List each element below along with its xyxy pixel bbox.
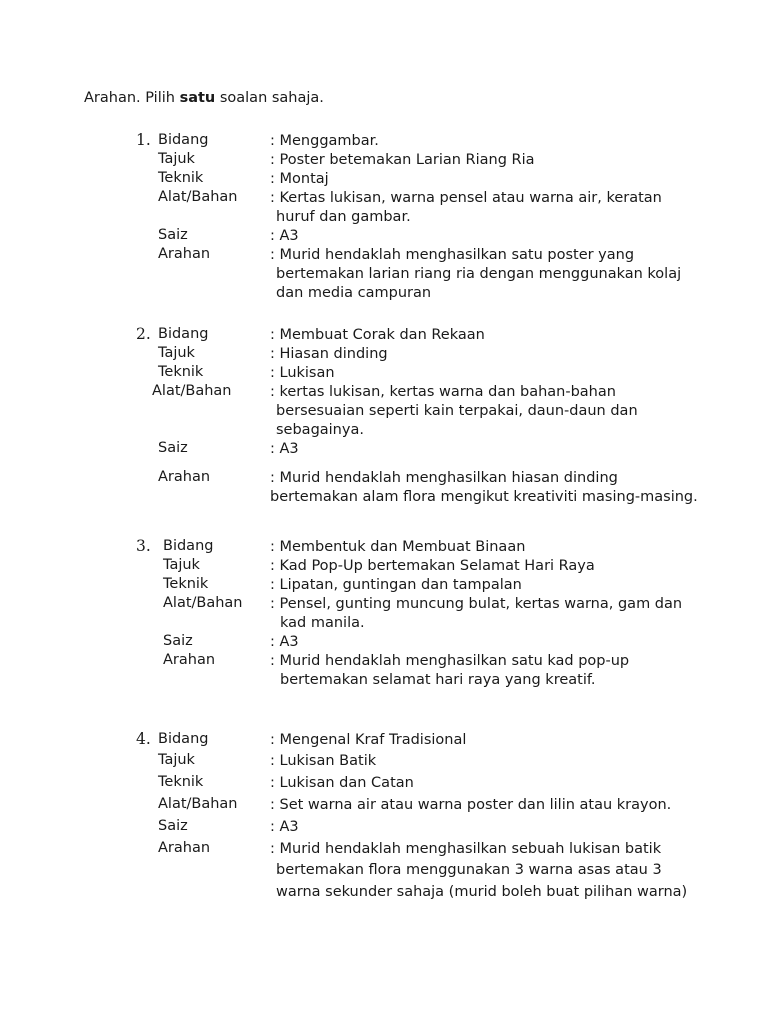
field-value bbox=[270, 538, 525, 557]
question-number: 1. bbox=[136, 131, 151, 149]
field-value-continuation: bertemakan larian riang ria dengan menggunakan kolaj bbox=[276, 266, 682, 282]
field-value-line: : A3 bbox=[270, 441, 299, 457]
field-value bbox=[270, 469, 698, 507]
field-value-line: : Membuat Corak dan Rekaan bbox=[270, 327, 485, 343]
field-value-line: : Lipatan, guntingan dan tampalan bbox=[270, 577, 522, 593]
field-label-arahan: Arahan bbox=[158, 469, 211, 485]
field-value-line: : A3 bbox=[270, 819, 299, 835]
field-label-bidang: Bidang bbox=[158, 326, 209, 342]
field-value bbox=[270, 818, 299, 837]
field-label-alat-bahan: Alat/Bahan bbox=[163, 595, 243, 611]
field-value-line: : Lukisan dan Catan bbox=[270, 775, 414, 791]
field-value bbox=[270, 326, 485, 345]
field-label-teknik: Teknik bbox=[158, 364, 204, 380]
field-value bbox=[270, 440, 299, 459]
field-label-bidang: Bidang bbox=[158, 132, 209, 148]
field-value-line: : Pensel, gunting muncung bulat, kertas warna, gam dan bbox=[270, 596, 683, 612]
instruction-suffix: soalan sahaja. bbox=[215, 90, 324, 106]
field-value bbox=[270, 364, 335, 383]
field-label-teknik: Teknik bbox=[158, 774, 204, 790]
field-label-bidang: Bidang bbox=[163, 538, 214, 554]
field-value-continuation: sebagainya. bbox=[276, 422, 364, 438]
field-value-line: : Murid hendaklah menghasilkan satu kad pop-up bbox=[270, 653, 630, 669]
field-value-line: : Murid hendaklah menghasilkan sebuah lukisan batik bbox=[270, 841, 662, 857]
field-value-continuation: bertemakan selamat hari raya yang kreatif. bbox=[280, 672, 596, 688]
field-value bbox=[270, 170, 329, 189]
field-value bbox=[270, 633, 299, 652]
field-label-teknik: Teknik bbox=[163, 576, 209, 592]
field-value bbox=[270, 345, 388, 364]
field-value bbox=[270, 227, 299, 246]
field-label-saiz: Saiz bbox=[163, 633, 193, 649]
field-value-continuation: kad manila. bbox=[280, 615, 365, 631]
field-value-continuation: dan media campuran bbox=[276, 285, 432, 301]
field-label-teknik: Teknik bbox=[158, 170, 204, 186]
field-value-line: : Lukisan Batik bbox=[270, 753, 377, 769]
question-number: 2. bbox=[136, 325, 151, 343]
field-label-tajuk: Tajuk bbox=[158, 345, 195, 361]
field-label-arahan: Arahan bbox=[158, 840, 211, 856]
field-value bbox=[270, 774, 414, 793]
field-label-alat-bahan: Alat/Bahan bbox=[158, 189, 238, 205]
field-label-tajuk: Tajuk bbox=[158, 151, 195, 167]
field-value bbox=[270, 796, 671, 815]
question-number: 4. bbox=[136, 730, 151, 748]
question-number: 3. bbox=[136, 537, 151, 555]
field-value-line: : kertas lukisan, kertas warna dan bahan-bahan bbox=[270, 384, 616, 400]
field-value bbox=[270, 383, 638, 440]
field-value-line: : Menggambar. bbox=[270, 133, 379, 149]
field-value bbox=[270, 840, 687, 903]
field-label-bidang: Bidang bbox=[158, 731, 209, 747]
field-value-line: : Poster betemakan Larian Riang Ria bbox=[270, 152, 535, 168]
field-value-line: : Lukisan bbox=[270, 365, 335, 381]
field-value-continuation: bertemakan flora menggunakan 3 warna asas atau 3 bbox=[276, 862, 662, 878]
field-value-line: : Murid hendaklah menghasilkan satu poster yang bbox=[270, 247, 635, 263]
field-label-saiz: Saiz bbox=[158, 818, 188, 834]
field-value bbox=[270, 595, 682, 633]
field-value bbox=[270, 557, 595, 576]
field-label-tajuk: Tajuk bbox=[158, 752, 195, 768]
field-value bbox=[270, 132, 379, 151]
instruction-prefix: Arahan. Pilih bbox=[84, 90, 180, 106]
field-label-saiz: Saiz bbox=[158, 440, 188, 456]
field-value bbox=[270, 189, 662, 227]
field-value bbox=[270, 151, 535, 170]
field-value bbox=[270, 731, 466, 750]
field-value-continuation: warna sekunder sahaja (murid boleh buat pilihan warna) bbox=[276, 884, 688, 900]
field-value bbox=[270, 652, 629, 690]
field-value-continuation: bersesuaian seperti kain terpakai, daun-daun dan bbox=[276, 403, 638, 419]
field-label-arahan: Arahan bbox=[158, 246, 211, 262]
field-value-line: : A3 bbox=[270, 228, 299, 244]
field-value-line: : Hiasan dinding bbox=[270, 346, 388, 362]
field-value bbox=[270, 246, 681, 303]
field-value-line: : Montaj bbox=[270, 171, 329, 187]
field-value-continuation: huruf dan gambar. bbox=[276, 209, 411, 225]
field-value-line: : Kad Pop-Up bertemakan Selamat Hari Raya bbox=[270, 558, 595, 574]
field-label-arahan: Arahan bbox=[163, 652, 216, 668]
field-value-line: : Set warna air atau warna poster dan lilin atau krayon. bbox=[270, 797, 672, 813]
instruction-emphasis: satu bbox=[179, 90, 216, 106]
instruction-line bbox=[84, 90, 324, 106]
field-value-line: : Murid hendaklah menghasilkan hiasan dinding bbox=[270, 470, 618, 486]
field-value bbox=[270, 576, 522, 595]
field-value-continuation: bertemakan alam flora mengikut kreativiti masing-masing. bbox=[270, 489, 698, 505]
field-value-line: : Kertas lukisan, warna pensel atau warna air, keratan bbox=[270, 190, 662, 206]
field-value-line: : Mengenal Kraf Tradisional bbox=[270, 732, 467, 748]
field-value bbox=[270, 752, 376, 771]
field-value-line: : Membentuk dan Membuat Binaan bbox=[270, 539, 526, 555]
field-label-alat-bahan: Alat/Bahan bbox=[158, 796, 238, 812]
field-value-line: : A3 bbox=[270, 634, 299, 650]
field-label-saiz: Saiz bbox=[158, 227, 188, 243]
field-label-tajuk: Tajuk bbox=[163, 557, 200, 573]
field-label-alat-bahan: Alat/Bahan bbox=[152, 383, 232, 399]
